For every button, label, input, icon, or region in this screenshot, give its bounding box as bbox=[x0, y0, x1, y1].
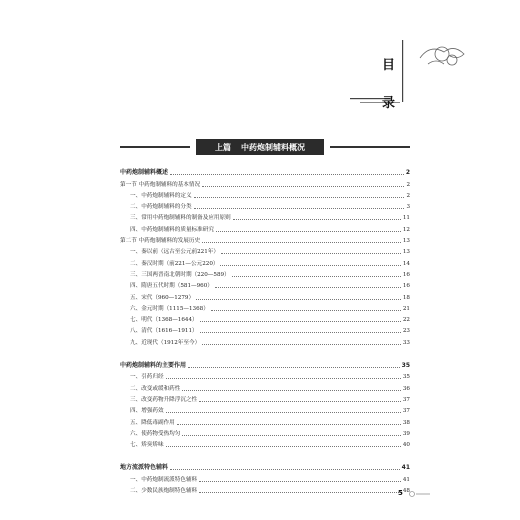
toc-item-row[interactable] bbox=[120, 244, 410, 255]
toc-page-number: 13 bbox=[402, 249, 410, 256]
leader-dots bbox=[182, 390, 401, 391]
toc-item-row[interactable] bbox=[120, 483, 410, 494]
toc-item-row[interactable] bbox=[120, 414, 410, 425]
leader-dots bbox=[166, 412, 401, 413]
toc-entry-label: 二、中药炮制辅料的分类 bbox=[130, 204, 192, 211]
leader-dots bbox=[233, 219, 401, 220]
leader-dots bbox=[199, 492, 401, 493]
toc-page-number: 18 bbox=[402, 294, 410, 301]
toc-chapter-title: 地方流派特色辅料 bbox=[120, 464, 169, 472]
leader-dots bbox=[194, 208, 405, 209]
leader-dots bbox=[216, 231, 401, 232]
toc-title-char-1: 目 bbox=[382, 58, 396, 73]
toc-chapter-title: 中药炮制辅料的主要作用 bbox=[120, 362, 187, 370]
leader-dots bbox=[221, 253, 401, 254]
toc-entry-label: 六、金元时期（1115—1368） bbox=[130, 305, 209, 312]
toc-page-number: 40 bbox=[402, 442, 410, 449]
leader-dots bbox=[170, 469, 400, 470]
footer-ornament bbox=[408, 490, 430, 498]
leader-dots bbox=[200, 321, 401, 322]
toc-page-number: 48 bbox=[402, 488, 410, 495]
chapter-gap bbox=[120, 448, 410, 460]
toc-entry-label: 九、近现代（1912年至今） bbox=[130, 339, 201, 346]
toc-item-row[interactable] bbox=[120, 380, 410, 391]
toc-entry-label: 四、隋唐五代时期（581—960） bbox=[130, 283, 213, 290]
toc-page-number: 2 bbox=[406, 192, 410, 199]
banner-rule-right bbox=[330, 146, 410, 148]
toc-page-number: 33 bbox=[402, 339, 410, 346]
corner-ornament bbox=[350, 38, 480, 108]
toc-entry-label: 三、改变药物升降浮沉之性 bbox=[130, 396, 198, 403]
toc-entry-label: 第二节 中药炮制辅料的发展历史 bbox=[120, 238, 201, 245]
leader-dots bbox=[196, 299, 401, 300]
toc-entry-label: 七、矫臭矫味 bbox=[130, 442, 164, 449]
leader-dots bbox=[166, 378, 401, 379]
leader-dots bbox=[166, 446, 401, 447]
toc-item-row[interactable] bbox=[120, 199, 410, 210]
part-prefix: 上篇 bbox=[215, 142, 231, 152]
toc-page-number: 22 bbox=[402, 317, 410, 324]
toc-item-row[interactable] bbox=[120, 334, 410, 345]
toc-item-row[interactable] bbox=[120, 188, 410, 199]
toc-item-row[interactable] bbox=[120, 392, 410, 403]
leader-dots bbox=[170, 174, 404, 175]
chapter-gap bbox=[120, 346, 410, 358]
toc-page-number: 36 bbox=[402, 385, 410, 392]
page-number: 5 bbox=[398, 489, 403, 497]
toc-item-row[interactable] bbox=[120, 437, 410, 448]
toc-item-row[interactable] bbox=[120, 426, 410, 437]
toc-entry-label: 二、改变或缓和药性 bbox=[130, 385, 181, 392]
toc-item-row[interactable] bbox=[120, 403, 410, 414]
toc-page-number: 35 bbox=[401, 362, 410, 370]
toc-entry-label: 三、三国两晋南北朝时期（220—589） bbox=[130, 271, 230, 278]
leader-dots bbox=[188, 367, 400, 368]
leader-dots bbox=[199, 481, 401, 482]
toc-page-number: 41 bbox=[402, 476, 410, 483]
leader-dots bbox=[200, 332, 401, 333]
leader-dots bbox=[202, 242, 401, 243]
toc-item-row[interactable] bbox=[120, 221, 410, 232]
toc-item-row[interactable] bbox=[120, 289, 410, 300]
toc-entry-label: 一、秦以前（远古至公元前221年） bbox=[130, 249, 219, 256]
leader-dots bbox=[211, 310, 401, 311]
part-banner bbox=[196, 139, 324, 155]
leader-dots bbox=[177, 424, 401, 425]
leader-dots bbox=[199, 401, 401, 402]
leader-dots bbox=[194, 197, 405, 198]
leader-dots bbox=[182, 435, 401, 436]
toc-entry-label: 四、增强药效 bbox=[130, 408, 164, 415]
toc-page-number: 41 bbox=[401, 464, 410, 472]
toc-page-number: 3 bbox=[406, 204, 410, 211]
toc-entry-label: 一、引药归经 bbox=[130, 374, 164, 381]
leader-dots bbox=[220, 265, 400, 266]
toc-page-number: 21 bbox=[402, 305, 410, 312]
toc-page-number: 39 bbox=[402, 430, 410, 437]
toc-chapter-row[interactable] bbox=[120, 460, 410, 471]
toc-entry-label: 一、中药炮制流派特色辅料 bbox=[130, 476, 198, 483]
toc-entry-label: 六、使药物受热均匀 bbox=[130, 430, 181, 437]
toc-section-row[interactable] bbox=[120, 233, 410, 244]
toc-item-row[interactable] bbox=[120, 323, 410, 334]
toc-page-number: 38 bbox=[402, 419, 410, 426]
toc-page-number: 16 bbox=[402, 271, 410, 278]
leader-dots bbox=[202, 186, 404, 187]
toc-section-row[interactable] bbox=[120, 176, 410, 187]
toc-page-number: 2 bbox=[406, 181, 410, 188]
toc-title-char-2: 录 bbox=[382, 96, 396, 111]
toc-page-number: 12 bbox=[402, 226, 410, 233]
toc-page-number: 37 bbox=[402, 408, 410, 415]
toc-entry-label: 五、宋代（960—1279） bbox=[130, 294, 195, 301]
leader-dots bbox=[232, 276, 401, 277]
toc-item-row[interactable] bbox=[120, 255, 410, 266]
toc-item-row[interactable] bbox=[120, 312, 410, 323]
toc-entry-label: 七、明代（1368—1644） bbox=[130, 317, 198, 324]
toc-item-row[interactable] bbox=[120, 210, 410, 221]
toc-item-row[interactable] bbox=[120, 471, 410, 482]
leader-dots bbox=[215, 287, 401, 288]
banner-rule-left bbox=[120, 146, 190, 148]
leader-dots bbox=[202, 344, 401, 345]
toc-page-number: 2 bbox=[405, 169, 410, 177]
toc-page-number: 35 bbox=[402, 374, 410, 381]
toc-entry-label: 八、清代（1616—1911） bbox=[130, 328, 198, 335]
toc-item-row[interactable] bbox=[120, 278, 410, 289]
part-title: 中药炮制辅料概况 bbox=[241, 142, 305, 152]
toc-item-row[interactable] bbox=[120, 301, 410, 312]
toc-page-number: 37 bbox=[402, 396, 410, 403]
toc-entry-label: 三、常用中药炮制辅料的制备及应用原则 bbox=[130, 215, 231, 222]
toc-entry-label: 二、少数民族炮制特色辅料 bbox=[130, 488, 198, 495]
toc-page-number: 23 bbox=[402, 328, 410, 335]
toc-entry-label: 四、中药炮制辅料的质量标准研究 bbox=[130, 226, 214, 233]
toc-entry-label: 二、秦汉时期（前221—公元220） bbox=[130, 260, 219, 267]
toc-page-number: 13 bbox=[402, 238, 410, 245]
toc-chapter-title: 中药炮制辅料概述 bbox=[120, 169, 169, 177]
toc-entry-label: 一、中药炮制辅料的定义 bbox=[130, 192, 192, 199]
toc-page-number: 16 bbox=[402, 283, 410, 290]
toc-page-number: 11 bbox=[402, 215, 410, 222]
toc-chapter-row[interactable] bbox=[120, 358, 410, 369]
toc-entry-label: 五、降低毒副作用 bbox=[130, 419, 175, 426]
toc-page-number: 14 bbox=[402, 260, 410, 267]
toc-chapter-row[interactable] bbox=[120, 165, 410, 176]
table-of-contents bbox=[120, 165, 410, 494]
toc-item-row[interactable] bbox=[120, 267, 410, 278]
toc-item-row[interactable] bbox=[120, 369, 410, 380]
toc-entry-label: 第一节 中药炮制辅料的基本情况 bbox=[120, 181, 201, 188]
